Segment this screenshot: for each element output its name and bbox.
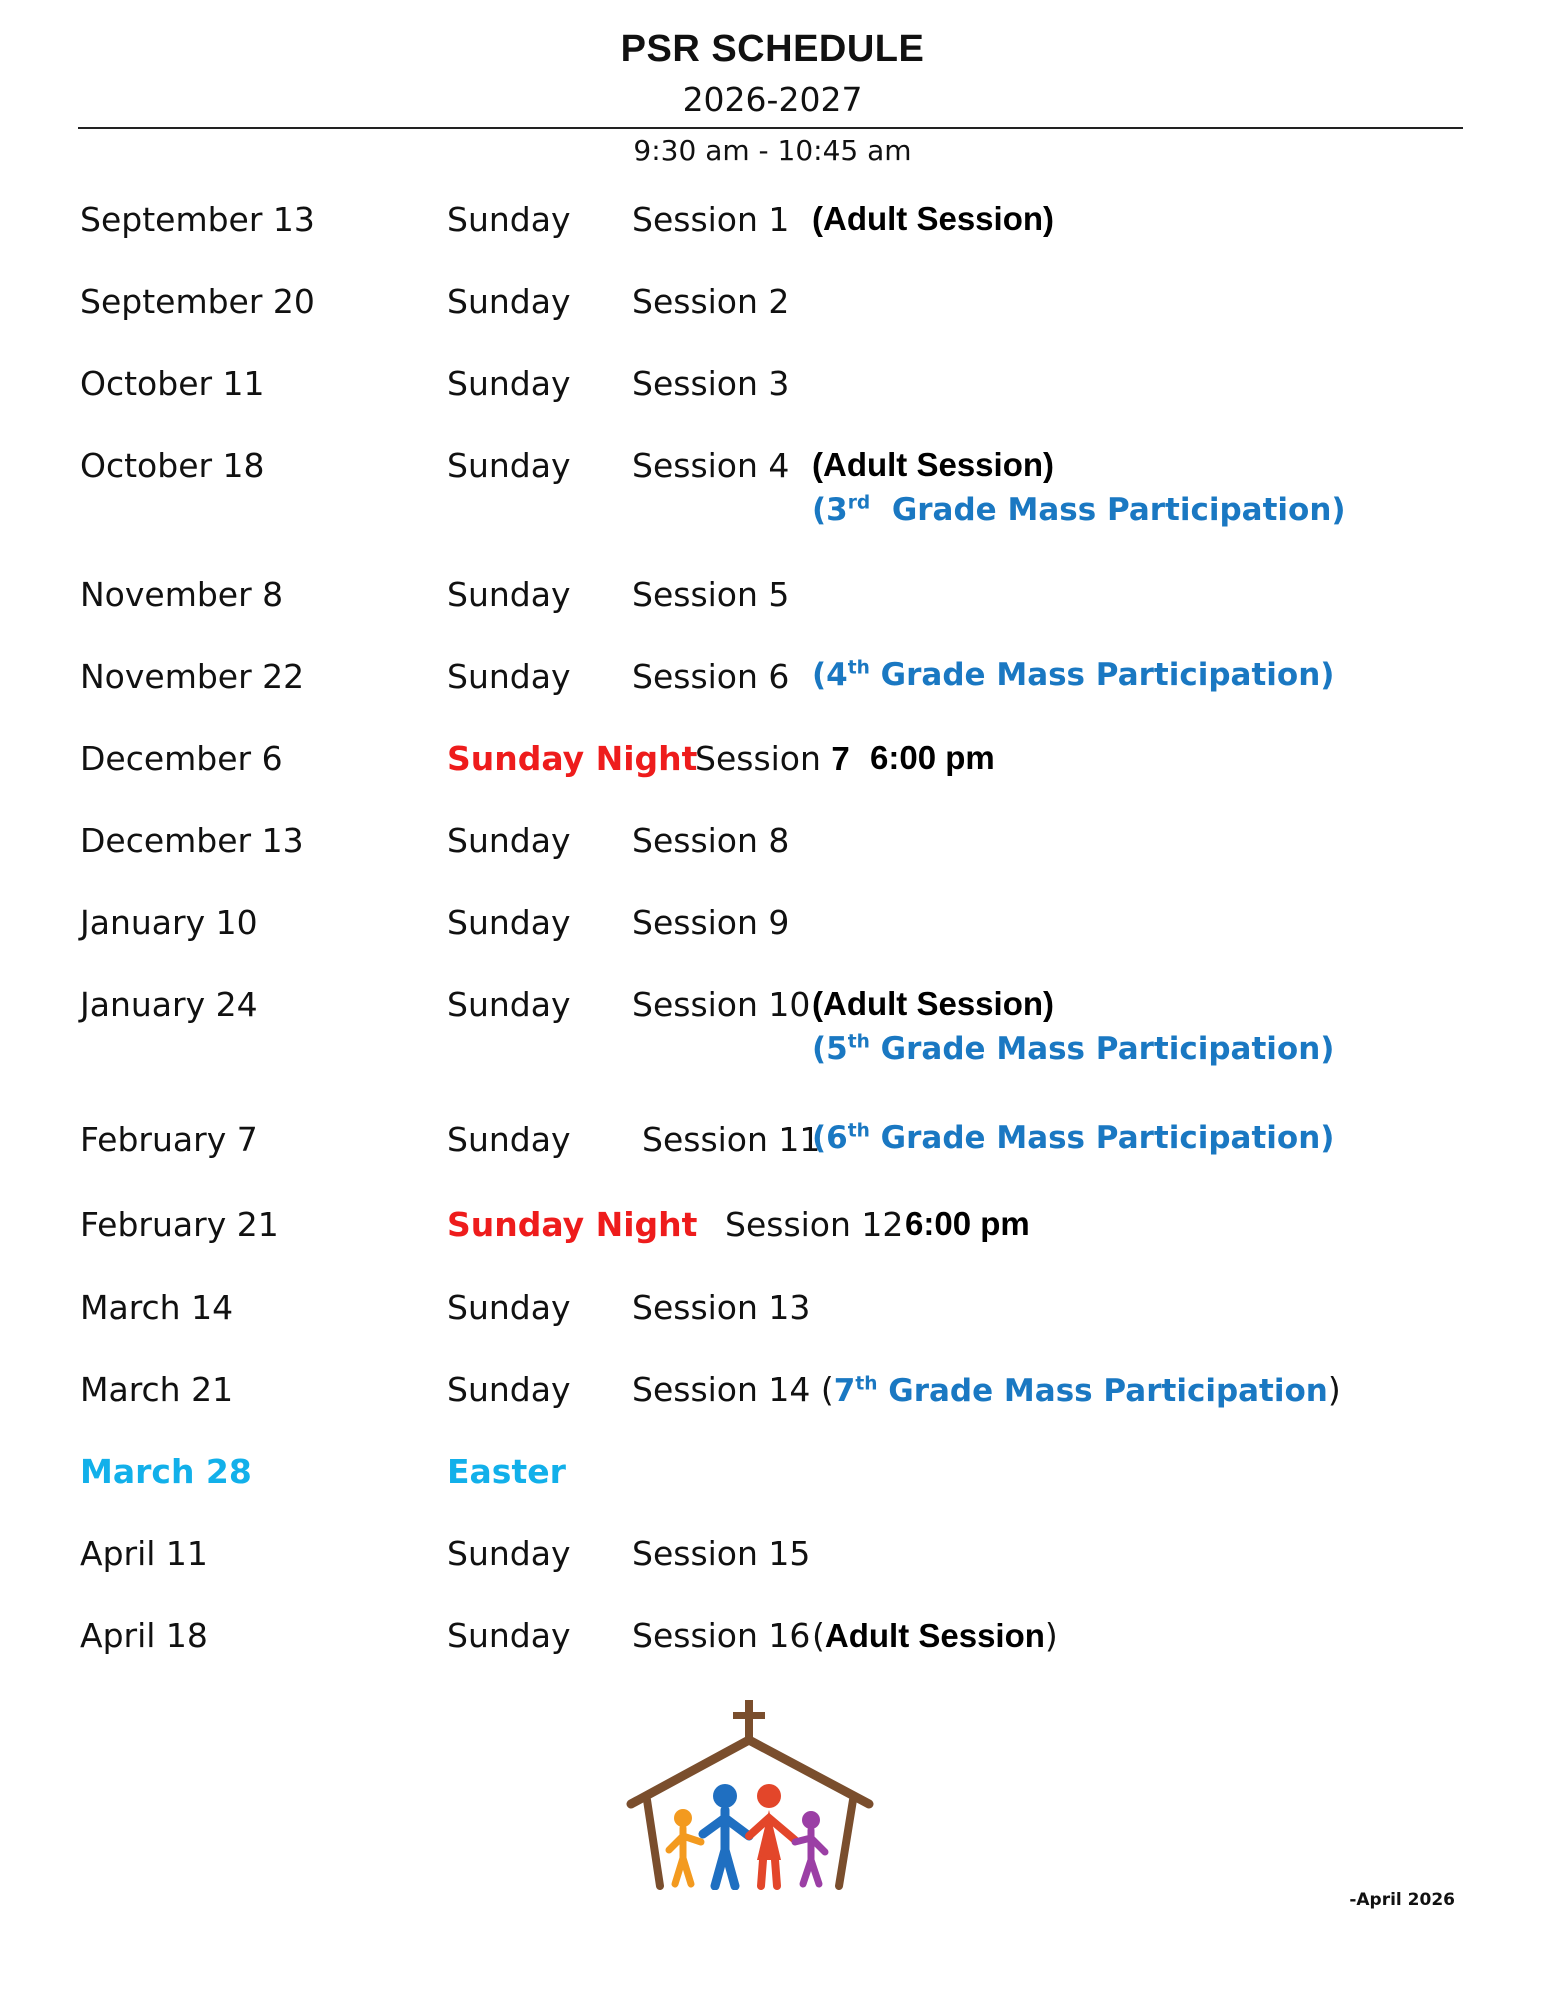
row-session: Session 9 bbox=[632, 903, 790, 942]
row-day: Sunday bbox=[447, 1370, 571, 1409]
row-day: Sunday bbox=[447, 1534, 571, 1573]
mass-participation-note: (3rd Grade Mass Participation) bbox=[812, 492, 1346, 528]
row-date-holiday: March 28 bbox=[80, 1452, 252, 1491]
row-date: February 7 bbox=[80, 1120, 258, 1159]
row-day: Sunday bbox=[447, 575, 571, 614]
row-session: Session 4 bbox=[632, 446, 790, 485]
school-year: 2026-2027 bbox=[682, 80, 863, 119]
adult-session-note: (Adult Session) bbox=[812, 446, 1055, 483]
row-evening-time: 6:00 pm bbox=[905, 1205, 1030, 1242]
row-date: September 13 bbox=[80, 200, 315, 239]
row-day: Sunday bbox=[447, 282, 571, 321]
row-date: December 13 bbox=[80, 821, 304, 860]
schedule-row bbox=[0, 657, 1545, 737]
row-holiday: Easter bbox=[447, 1452, 566, 1491]
schedule-row bbox=[0, 1534, 1545, 1614]
row-date: November 22 bbox=[80, 657, 305, 696]
header-divider bbox=[78, 127, 1463, 129]
row-date: September 20 bbox=[80, 282, 315, 321]
schedule-row bbox=[0, 739, 1545, 819]
row-day: Sunday bbox=[447, 200, 571, 239]
row-session: Session 13 bbox=[632, 1288, 811, 1327]
row-date: December 6 bbox=[80, 739, 283, 778]
row-date: November 8 bbox=[80, 575, 284, 614]
row-day: Sunday bbox=[447, 1616, 571, 1655]
schedule-row bbox=[0, 903, 1545, 983]
adult-session-note: (Adult Session) bbox=[812, 200, 1055, 237]
row-day: Sunday bbox=[447, 1120, 571, 1159]
row-day: Sunday bbox=[447, 1288, 571, 1327]
row-day-night: Sunday Night bbox=[447, 1205, 698, 1244]
row-session: Session 1 bbox=[632, 200, 790, 239]
mass-participation-note: (4th Grade Mass Participation) bbox=[812, 657, 1335, 693]
row-session: Session 16 bbox=[632, 1616, 811, 1655]
class-time: 9:30 am - 10:45 am bbox=[633, 134, 912, 167]
row-session: Session 15 bbox=[632, 1534, 811, 1573]
row-date: February 21 bbox=[80, 1205, 279, 1244]
row-date: April 11 bbox=[80, 1534, 208, 1573]
schedule-row bbox=[0, 1205, 1545, 1285]
church-family-logo bbox=[625, 1700, 875, 1890]
schedule-row bbox=[0, 282, 1545, 362]
schedule-row bbox=[0, 1452, 1545, 1532]
row-day: Sunday bbox=[447, 985, 571, 1024]
row-session: Session 7 bbox=[695, 739, 850, 778]
mass-participation-note: (5th Grade Mass Participation) bbox=[812, 1031, 1335, 1067]
row-session: Session 8 bbox=[632, 821, 790, 860]
row-session: Session 10 bbox=[632, 985, 811, 1024]
row-date: January 24 bbox=[80, 985, 258, 1024]
schedule-row bbox=[0, 364, 1545, 444]
adult-session-note: (Adult Session) bbox=[812, 985, 1055, 1022]
schedule-row bbox=[0, 821, 1545, 901]
row-evening-time: 6:00 pm bbox=[870, 739, 995, 776]
row-date: March 21 bbox=[80, 1370, 234, 1409]
schedule-row bbox=[0, 446, 1545, 526]
adult-session-note: (Adult Session) bbox=[812, 1616, 1058, 1655]
row-day: Sunday bbox=[447, 364, 571, 403]
row-session: Session 11 bbox=[642, 1120, 821, 1159]
schedule-row bbox=[0, 575, 1545, 655]
schedule-row bbox=[0, 1616, 1545, 1696]
row-date: April 18 bbox=[80, 1616, 208, 1655]
row-date: October 18 bbox=[80, 446, 265, 485]
mass-participation-note: 7th Grade Mass Participation bbox=[833, 1373, 1328, 1409]
schedule-row bbox=[0, 1120, 1545, 1200]
row-session: Session 3 bbox=[632, 364, 790, 403]
row-session: Session 14 (7th Grade Mass Participation) bbox=[632, 1370, 1341, 1409]
row-session: Session 5 bbox=[632, 575, 790, 614]
row-day: Sunday bbox=[447, 903, 571, 942]
page-title: PSR SCHEDULE bbox=[620, 28, 925, 70]
row-date: January 10 bbox=[80, 903, 258, 942]
mass-participation-note: (6th Grade Mass Participation) bbox=[812, 1120, 1335, 1156]
schedule-row bbox=[0, 1370, 1545, 1450]
row-day: Sunday bbox=[447, 657, 571, 696]
revision-date: -April 2026 bbox=[1349, 1890, 1455, 1910]
row-session: Session 12 bbox=[725, 1205, 904, 1244]
row-session: Session 2 bbox=[632, 282, 790, 321]
schedule-row bbox=[0, 200, 1545, 280]
row-session: Session 6 bbox=[632, 657, 790, 696]
row-date: October 11 bbox=[80, 364, 265, 403]
row-day: Sunday bbox=[447, 446, 571, 485]
row-day-night: Sunday Night bbox=[447, 739, 698, 778]
row-date: March 14 bbox=[80, 1288, 234, 1327]
schedule-row bbox=[0, 985, 1545, 1065]
schedule-row bbox=[0, 1288, 1545, 1368]
row-day: Sunday bbox=[447, 821, 571, 860]
